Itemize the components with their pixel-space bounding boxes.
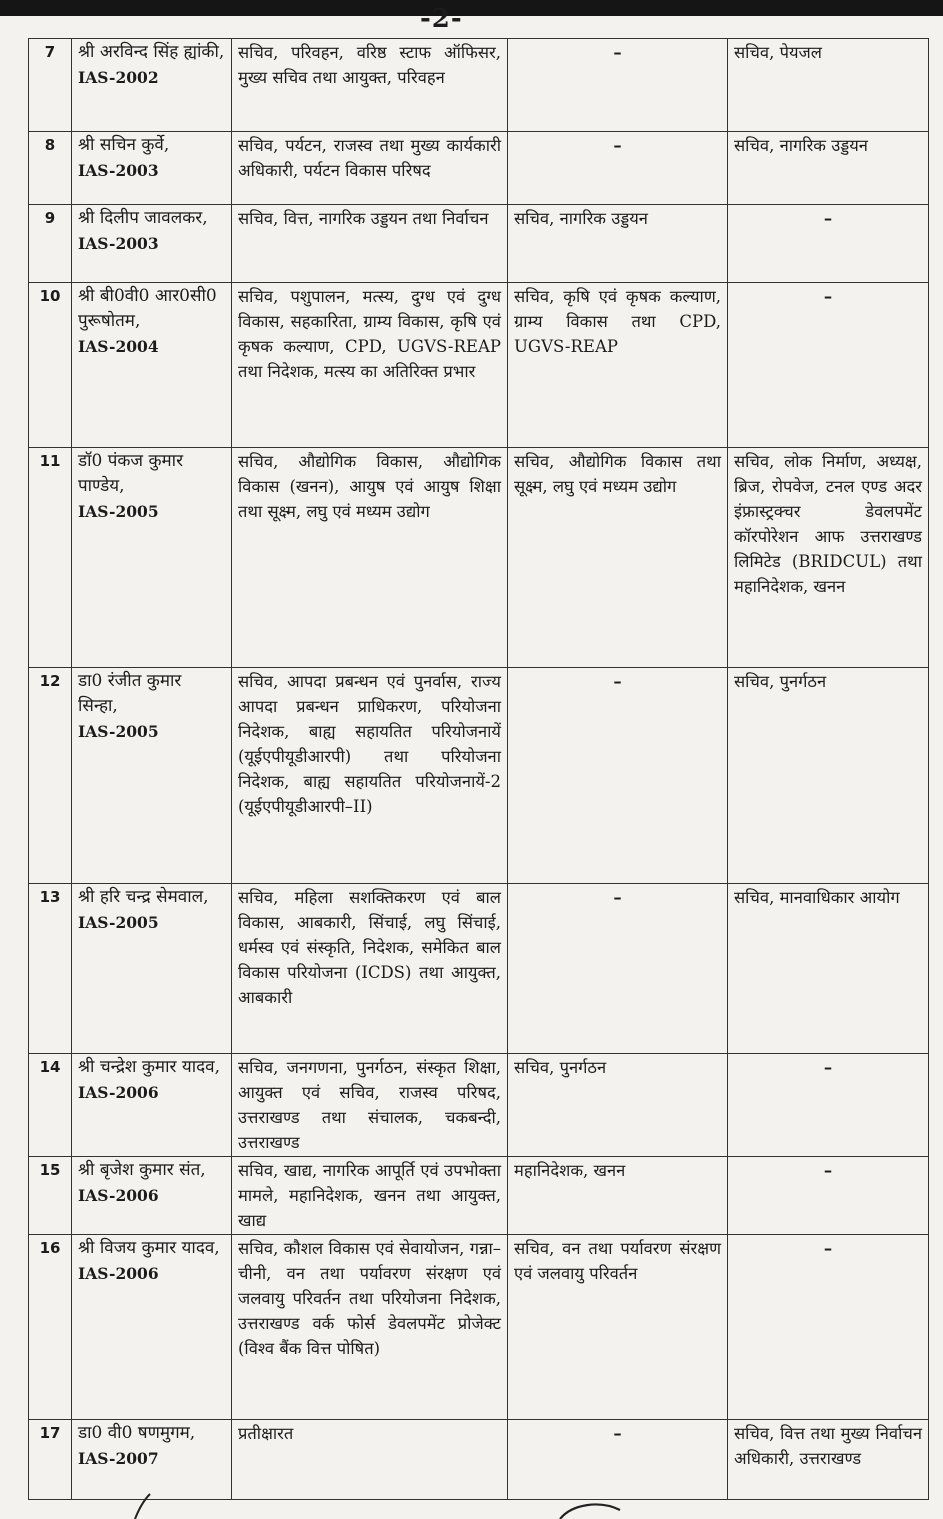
ias-batch: IAS-2004 xyxy=(78,337,159,356)
table-row xyxy=(29,1157,929,1235)
officer-name-cell xyxy=(72,1157,232,1235)
officer-name: डॉ0 पंकज कुमार पाण्डेय, xyxy=(78,451,184,496)
table-row xyxy=(29,283,929,448)
officer-name: श्री हरि चन्द्र सेमवाल, xyxy=(78,887,209,907)
ias-batch: IAS-2003 xyxy=(78,161,159,180)
officer-name: श्री दिलीप जावलकर, xyxy=(78,208,208,228)
current-posting-cell: सचिव, आपदा प्रबन्धन एवं पुनर्वास, राज्य आपदा प्रबन्धन प्राधिकरण, परियोजना निदेशक, बाह्य सहायतित परियोजनायें (यूईएपीयूडीआरपी) तथा परियोजना निदेशक, बाह्य सहायतित परियोजनायें-2 (यूईएपीयूडीआरपी–II) xyxy=(232,668,508,884)
ias-batch: IAS-2003 xyxy=(78,234,159,253)
current-posting-cell: प्रतीक्षारत xyxy=(232,1420,508,1500)
new-charge-cell: सचिव, पुनर्गठन xyxy=(728,668,929,884)
serial-number-cell: 17 xyxy=(29,1420,72,1500)
officer-name: श्री बृजेश कुमार संत, xyxy=(78,1160,206,1180)
serial-number-cell: 11 xyxy=(29,448,72,668)
ias-batch: IAS-2007 xyxy=(78,1449,159,1468)
relieved-charge-cell: सचिव, नागरिक उड्डयन xyxy=(508,205,728,283)
table-row xyxy=(29,448,929,668)
new-charge-cell: सचिव, पेयजल xyxy=(728,39,929,132)
relieved-charge-cell: – xyxy=(508,668,728,884)
current-posting-cell: सचिव, जनगणना, पुनर्गठन, संस्कृत शिक्षा, आयुक्त एवं सचिव, राजस्व परिषद, उत्तराखण्ड तथा संचालक, चकबन्दी, उत्तराखण्ड xyxy=(232,1054,508,1157)
officer-name-cell xyxy=(72,283,232,448)
relieved-charge-cell: सचिव, औद्योगिक विकास तथा सूक्ष्म, लघु एवं मध्यम उद्योग xyxy=(508,448,728,668)
officer-name: श्री विजय कुमार यादव, xyxy=(78,1238,220,1258)
relieved-charge-cell: सचिव, कृषि एवं कृषक कल्याण, ग्राम्य विकास तथा CPD, UGVS-REAP xyxy=(508,283,728,448)
table-row xyxy=(29,39,929,132)
officer-name-cell xyxy=(72,132,232,205)
relieved-charge-cell: – xyxy=(508,132,728,205)
serial-number-cell: 15 xyxy=(29,1157,72,1235)
table-row xyxy=(29,668,929,884)
new-charge-cell: सचिव, लोक निर्माण, अध्यक्ष, ब्रिज, रोपवेज, टनल एण्ड अदर इंफ्रास्ट्रक्चर डेवलपमेंट कॉरपोरेशन आफ उत्तराखण्ड लिमिटेड (BRIDCUL) तथा महानिदेशक, खनन xyxy=(728,448,929,668)
relieved-charge-cell: महानिदेशक, खनन xyxy=(508,1157,728,1235)
relieved-charge-cell: सचिव, पुनर्गठन xyxy=(508,1054,728,1157)
ias-batch: IAS-2002 xyxy=(78,68,159,87)
ias-batch: IAS-2006 xyxy=(78,1083,159,1102)
officer-name: डा0 वी0 षणमुगम, xyxy=(78,1423,196,1443)
officer-name: श्री सचिन कुर्वे, xyxy=(78,135,170,155)
serial-number-cell: 13 xyxy=(29,884,72,1054)
ias-batch: IAS-2005 xyxy=(78,722,159,741)
serial-number-cell: 16 xyxy=(29,1235,72,1420)
new-charge-cell: – xyxy=(728,205,929,283)
serial-number-cell: 9 xyxy=(29,205,72,283)
serial-number-cell: 7 xyxy=(29,39,72,132)
officer-name: श्री चन्द्रेश कुमार यादव, xyxy=(78,1057,221,1077)
new-charge-cell: सचिव, वित्त तथा मुख्य निर्वाचन अधिकारी, उत्तराखण्ड xyxy=(728,1420,929,1500)
serial-number-cell: 8 xyxy=(29,132,72,205)
officer-name: श्री बी0वी0 आर0सी0 पुरूषोतम, xyxy=(78,286,217,331)
officer-name-cell xyxy=(72,668,232,884)
officer-name-cell xyxy=(72,1235,232,1420)
table-row xyxy=(29,1235,929,1420)
officer-name-cell xyxy=(72,448,232,668)
table-body xyxy=(29,39,929,1500)
table-row xyxy=(29,1054,929,1157)
new-charge-cell: सचिव, नागरिक उड्डयन xyxy=(728,132,929,205)
ias-batch: IAS-2006 xyxy=(78,1264,159,1283)
ias-batch: IAS-2005 xyxy=(78,502,159,521)
ias-batch: IAS-2006 xyxy=(78,1186,159,1205)
relieved-charge-cell: – xyxy=(508,39,728,132)
current-posting-cell: सचिव, पशुपालन, मत्स्य, दुग्ध एवं दुग्ध विकास, सहकारिता, ग्राम्य विकास, कृषि एवं कृषक कल्याण, CPD, UGVS-REAP तथा निदेशक, मत्स्य का अतिरिक्त प्रभार xyxy=(232,283,508,448)
officer-name-cell xyxy=(72,39,232,132)
relieved-charge-cell: सचिव, वन तथा पर्यावरण संरक्षण एवं जलवायु परिवर्तन xyxy=(508,1235,728,1420)
serial-number-cell: 14 xyxy=(29,1054,72,1157)
table-row xyxy=(29,132,929,205)
table-row xyxy=(29,205,929,283)
new-charge-cell: – xyxy=(728,283,929,448)
relieved-charge-cell: – xyxy=(508,884,728,1054)
serial-number-cell: 10 xyxy=(29,283,72,448)
officer-name-cell xyxy=(72,1420,232,1500)
serial-number-cell: 12 xyxy=(29,668,72,884)
current-posting-cell: सचिव, कौशल विकास एवं सेवायोजन, गन्ना–चीनी, वन तथा पर्यावरण संरक्षण एवं जलवायु परिवर्तन तथा परियोजना निदेशक, उत्तराखण्ड वर्क फोर्स डेवलपमेंट प्रोजेक्ट (विश्व बैंक वित्त पोषित) xyxy=(232,1235,508,1420)
relieved-charge-cell: – xyxy=(508,1420,728,1500)
new-charge-cell: – xyxy=(728,1235,929,1420)
officer-transfer-table xyxy=(28,38,929,1500)
current-posting-cell: सचिव, औद्योगिक विकास, औद्योगिक विकास (खनन), आयुष एवं आयुष शिक्षा तथा सूक्ष्म, लघु एवं मध्यम उद्योग xyxy=(232,448,508,668)
officer-name: श्री अरविन्द सिंह ह्यांकी, xyxy=(78,42,225,62)
current-posting-cell: सचिव, परिवहन, वरिष्ठ स्टाफ ऑफिसर, मुख्य सचिव तथा आयुक्त, परिवहन xyxy=(232,39,508,132)
current-posting-cell: सचिव, वित्त, नागरिक उड्डयन तथा निर्वाचन xyxy=(232,205,508,283)
table-row xyxy=(29,1420,929,1500)
signature-marks xyxy=(0,1492,943,1519)
top-dark-band xyxy=(0,0,943,16)
current-posting-cell: सचिव, पर्यटन, राजस्व तथा मुख्य कार्यकारी अधिकारी, पर्यटन विकास परिषद xyxy=(232,132,508,205)
officer-name-cell xyxy=(72,1054,232,1157)
ias-batch: IAS-2005 xyxy=(78,913,159,932)
page-number: -2- xyxy=(420,4,463,34)
officer-name: डा0 रंजीत कुमार सिन्हा, xyxy=(78,671,182,716)
new-charge-cell: सचिव, मानवाधिकार आयोग xyxy=(728,884,929,1054)
current-posting-cell: सचिव, खाद्य, नागरिक आपूर्ति एवं उपभोक्ता मामले, महानिदेशक, खनन तथा आयुक्त, खाद्य xyxy=(232,1157,508,1235)
new-charge-cell: – xyxy=(728,1054,929,1157)
current-posting-cell: सचिव, महिला सशक्तिकरण एवं बाल विकास, आबकारी, सिंचाई, लघु सिंचाई, धर्मस्व एवं संस्कृति, निदेशक, समेकित बाल विकास परियोजना (ICDS) तथा आयुक्त, आबकारी xyxy=(232,884,508,1054)
officer-name-cell xyxy=(72,884,232,1054)
table-row xyxy=(29,884,929,1054)
new-charge-cell: – xyxy=(728,1157,929,1235)
officer-name-cell xyxy=(72,205,232,283)
